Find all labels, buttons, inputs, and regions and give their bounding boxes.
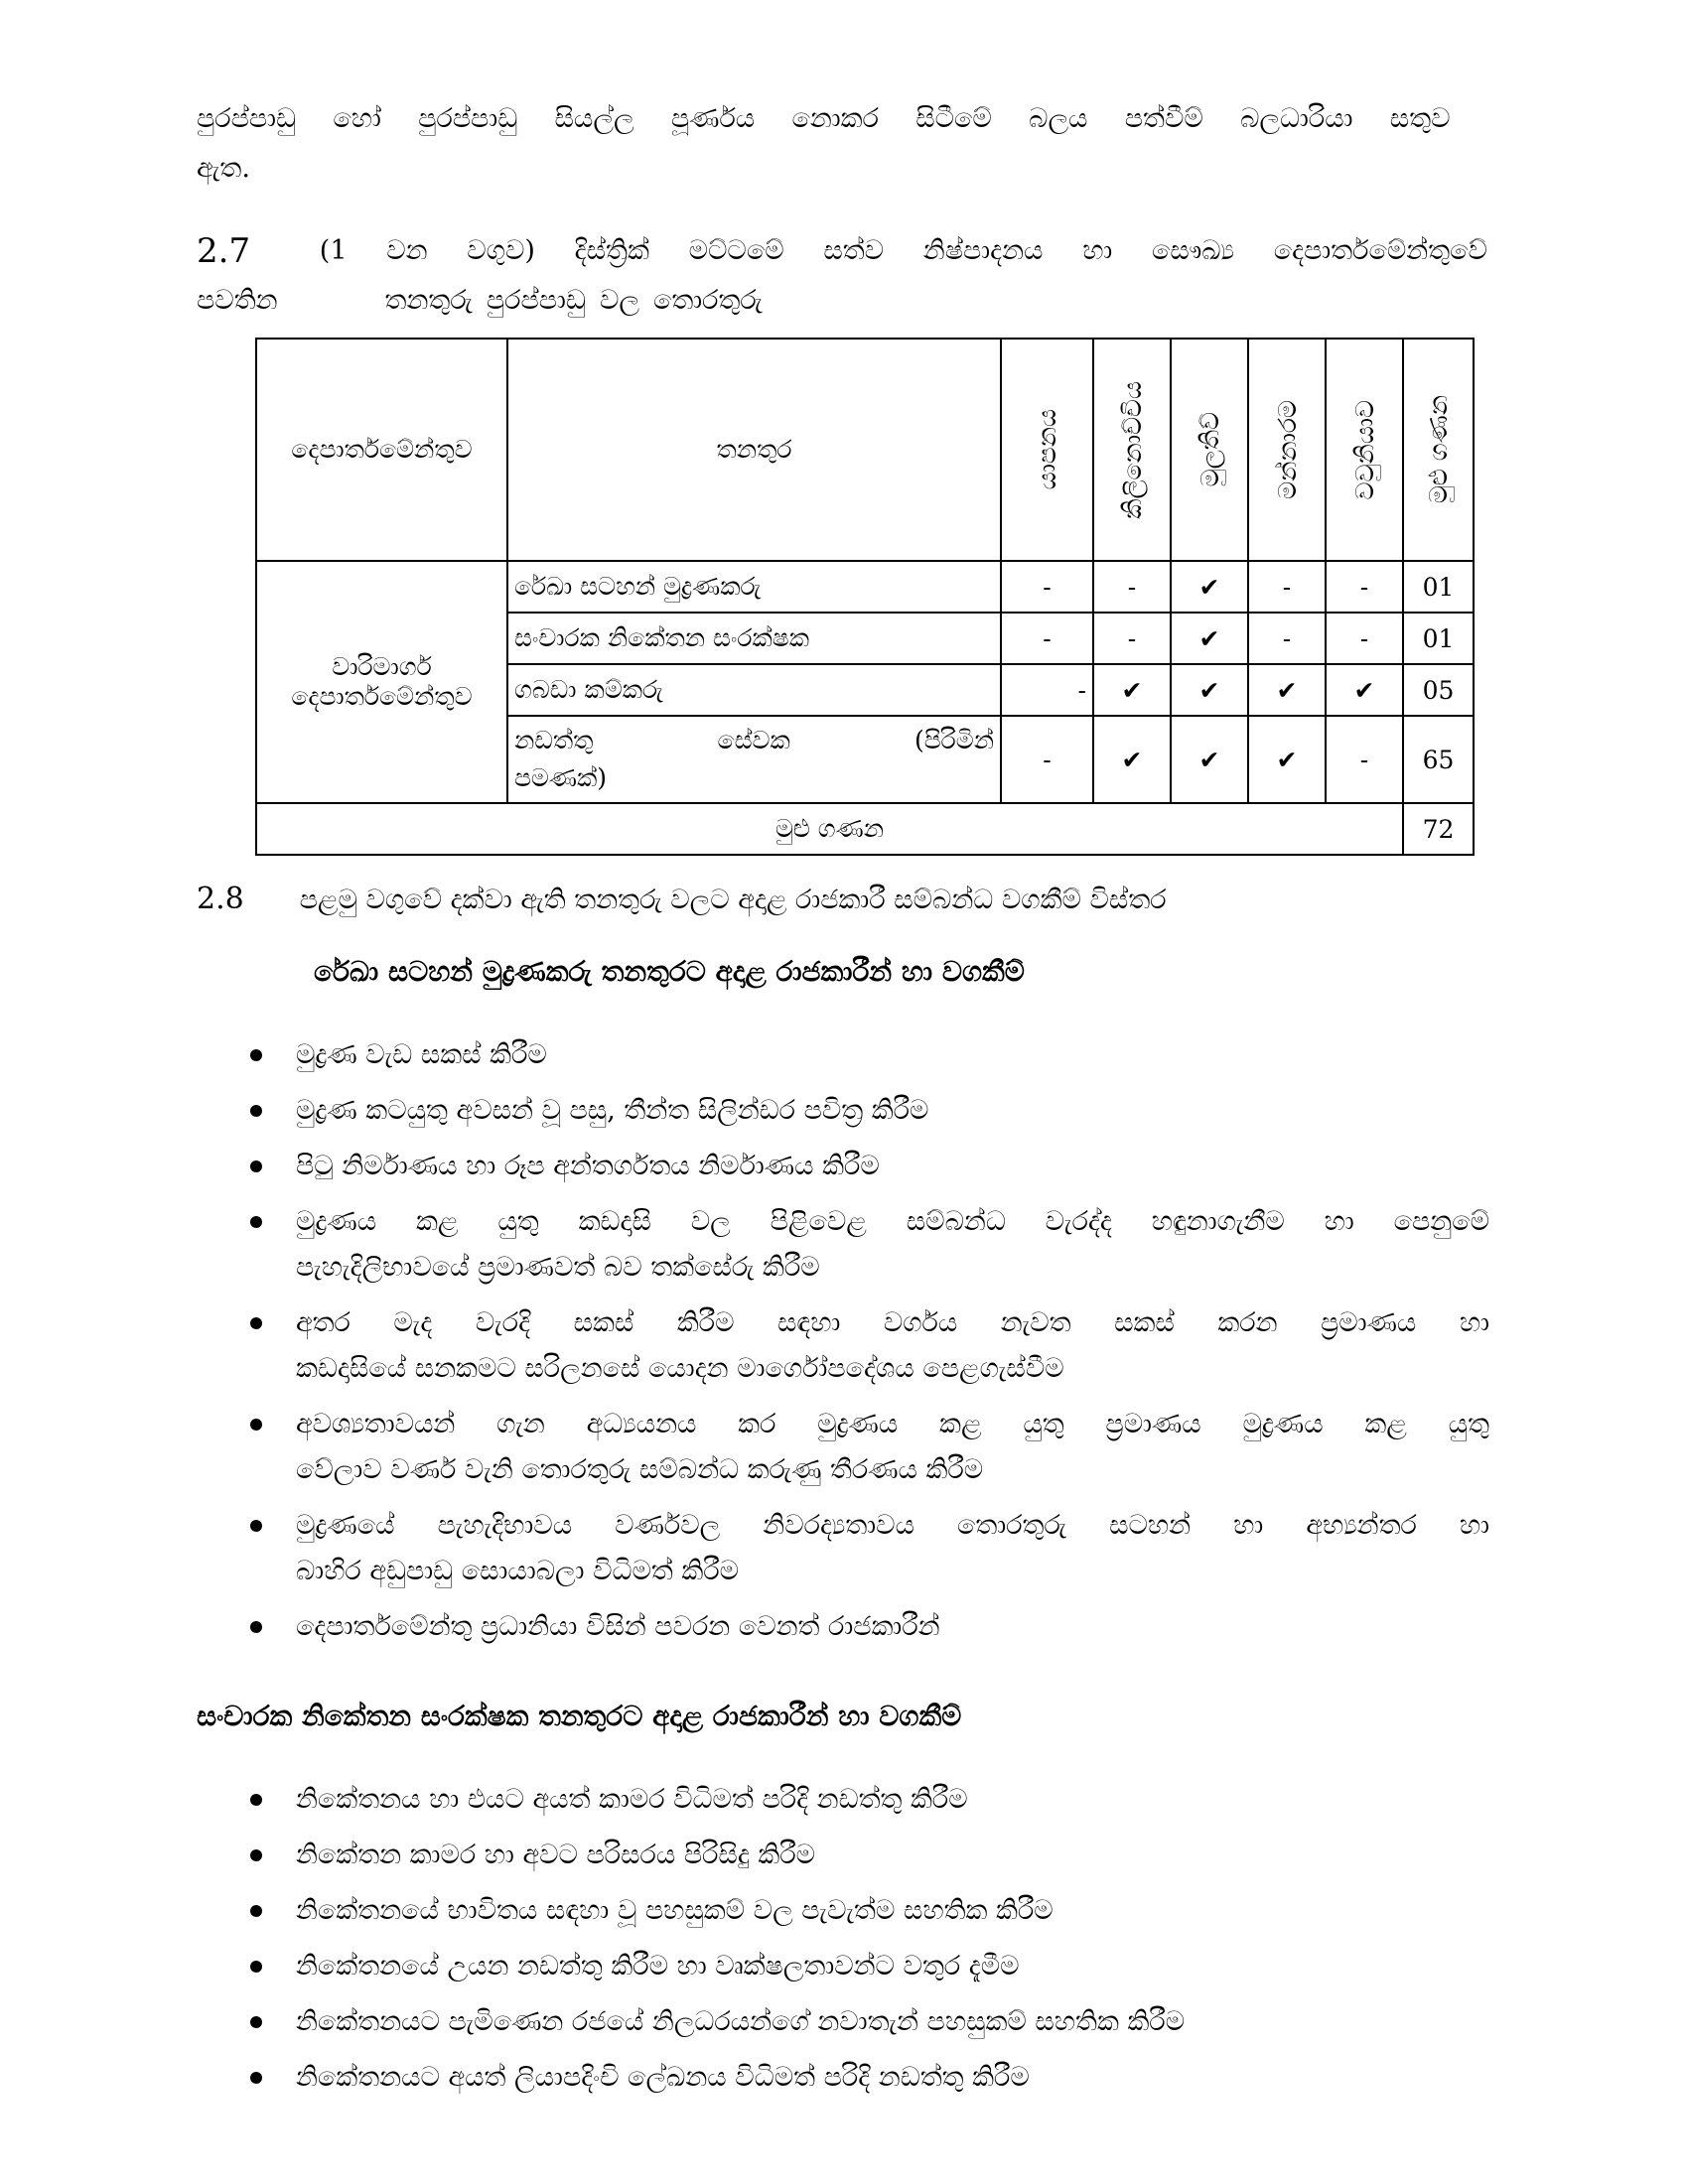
department-cell: වාරිමාර්ග දෙපාර්තමේන්තුව — [256, 561, 507, 803]
header-col-4: මන්නාරම — [1248, 339, 1326, 561]
count-cell: 05 — [1403, 664, 1474, 716]
section-number: 2.7 — [197, 231, 251, 271]
table-row: නඩත්තු සේවක (පිරිමින් පමණක්) - ✔ ✔ ✔ - 65 — [256, 716, 1474, 803]
intro-line-2: ඇත. — [197, 153, 250, 184]
section-2-7-line-1: 2.7 (1 වන වගුව) දිස්ත්‍රික් මට්ටමේ සත්ව නිෂ්පාදනය හා සෞඛ්‍ය දෙපාර්තමේන්තුවේ — [197, 226, 1487, 276]
list-item: දෙපාර්තමේන්තු ප්‍රධානියා විසින් පවරන වෙනත් රාජකාරීන් — [248, 1604, 1489, 1650]
post-cell: සංචාරක නිකේතන සංරක්ෂක — [507, 613, 1001, 664]
intro-line-1: පුරප්පාඩු හෝ පුරප්පාඩු සියල්ල පූර්ණය නොකර සිටීමේ බලය පත්වීම් බලධාරියා සතුව — [197, 103, 1451, 134]
printer-duties-list — [248, 1032, 1489, 1660]
total-count: 72 — [1403, 803, 1474, 855]
section-number: 2.8 — [197, 882, 244, 916]
list-item: මුද්‍රණය කළ යුතු කඩදාසි වල පිළිවෙළ සම්බන්ධ වැරද්ද හඳුනාගැනීම හා පෙනුමේ පැහැදිලිභාවයේ ප්‍රමාණවත් බව තක්සේරු කිරීම — [248, 1199, 1489, 1291]
list-item: මුද්‍රණයේ පැහැදිභාවය වර්ණවල නිවරද්‍යතාවය තොරතුරු සටහන් හා අභ්‍යන්තර හා බාහිර අඩුපාඩු සොයාබලා විධිමත් කිරීම — [248, 1503, 1489, 1594]
subheading-bungalow-keeper-duties: සංචාරක නිකේතන සංරක්ෂක තනතුරට අදාළ රාජකාරීන් හා වගකීම් — [197, 1700, 962, 1732]
section-2-8-heading: 2.8 පළමු වගුවේ දක්වා ඇති තනතුරු වලට අදාළ රාජකාරී සම්බන්ධ වගකීම් විස්තර — [197, 882, 1167, 916]
subheading-printer-duties: රේඛා සටහන් මුද්‍රණකරු තනතුරට අදාළ රාජකාරීන් හා වගකීම් — [314, 955, 1025, 988]
header-col-3: මුලතිව් — [1171, 339, 1248, 561]
list-item: පිටු නිර්මාණය හා රූප අන්තර්ගතය නිර්මාණය කිරීම — [248, 1144, 1489, 1189]
count-cell: 65 — [1403, 716, 1474, 803]
list-item: මුද්‍රණ වැඩ සකස් කිරීම — [248, 1032, 1489, 1078]
bungalow-keeper-duties-list — [248, 1777, 1489, 2111]
vacancy-table — [255, 338, 1475, 856]
header-col-5: වවුනියාව — [1326, 339, 1403, 561]
list-item: නිකේතනයේ භාවිතය සඳහා වූ පහසුකම් වල පැවැත්ම සහතික කිරීම — [248, 1888, 1489, 1934]
table-header-row — [256, 339, 1474, 561]
list-item: නිකේතනයට පැමිණෙන රජයේ නිලධරයන්ගේ නවාතැන් පහසුකම් සහතික කිරීම — [248, 1999, 1489, 2045]
table-row: වාරිමාර්ග දෙපාර්තමේන්තුව රේඛා සටහන් මුද්‍රණකරු - - ✔ - - 01 — [256, 561, 1474, 613]
list-item: නිකේතනයේ උයන නඩත්තු කිරීම හා වෘක්ෂලතාවන්ට වතුර දැමීම — [248, 1944, 1489, 1989]
total-label: මුළු ගණන — [256, 803, 1403, 855]
list-item: අවශ්‍යතාවයන් ගැන අධ්‍යයනය කර මුද්‍රණය කළ යුතු ප්‍රමාණය මුද්‍රණය කළ යුතු වේලාව වර්ණ වැනි තොරතුරු සම්බන්ධ කරුණු තීරණය කිරීම — [248, 1402, 1489, 1493]
intro-paragraph — [197, 94, 1487, 194]
list-item: අතර මැද වැරදි සකස් කිරීම සඳහා වර්ගය නැවත සකස් කරන ප්‍රමාණය හා කඩදාසියේ සනකමට සරිලනසේ යොදන මාර්ගෝපදේශය පෙළගැස්වීම — [248, 1300, 1489, 1392]
table-row: ගබඩා කම්කරු - ✔ ✔ ✔ ✔ 05 — [256, 664, 1474, 716]
list-item: මුද්‍රණ කටයුතු අවසන් වූ පසු, තීන්ත සිලින්ඩර පවිත්‍ර කිරීම — [248, 1088, 1489, 1134]
header-total: මුළු ගණන — [1403, 339, 1474, 561]
post-cell: නඩත්තු සේවක (පිරිමින් පමණක්) — [507, 716, 1001, 803]
post-cell: ගබඩා කම්කරු — [507, 664, 1001, 716]
list-item: නිකේතන කාමර හා අවට පරිසරය පිරිසිදු කිරීම — [248, 1833, 1489, 1878]
section-2-7-heading — [197, 226, 1487, 326]
header-col-2: කිලිනොච්චිය — [1093, 339, 1171, 561]
header-col-1: යාපනය — [1001, 339, 1093, 561]
header-department: දෙපාර්තමේන්තුව — [256, 339, 507, 561]
table-total-row — [256, 803, 1474, 855]
section-2-7-line-2: පවතින තනතුරු පුරප්පාඩු වල තොරතුරු — [197, 285, 763, 316]
header-post: තනතුර — [507, 339, 1001, 561]
post-cell: රේඛා සටහන් මුද්‍රණකරු — [507, 561, 1001, 613]
list-item: නිකේතනය හා එයට අයත් කාමර විධිමත් පරිදි නඩත්තු කිරීම — [248, 1777, 1489, 1823]
table-row: සංචාරක නිකේතන සංරක්ෂක - - ✔ - - 01 — [256, 613, 1474, 664]
count-cell: 01 — [1403, 561, 1474, 613]
list-item: නිකේතනයට අයත් ලියාපදිංචි ලේඛනය විධිමත් පරිදි නඩත්තු කිරීම — [248, 2055, 1489, 2101]
count-cell: 01 — [1403, 613, 1474, 664]
